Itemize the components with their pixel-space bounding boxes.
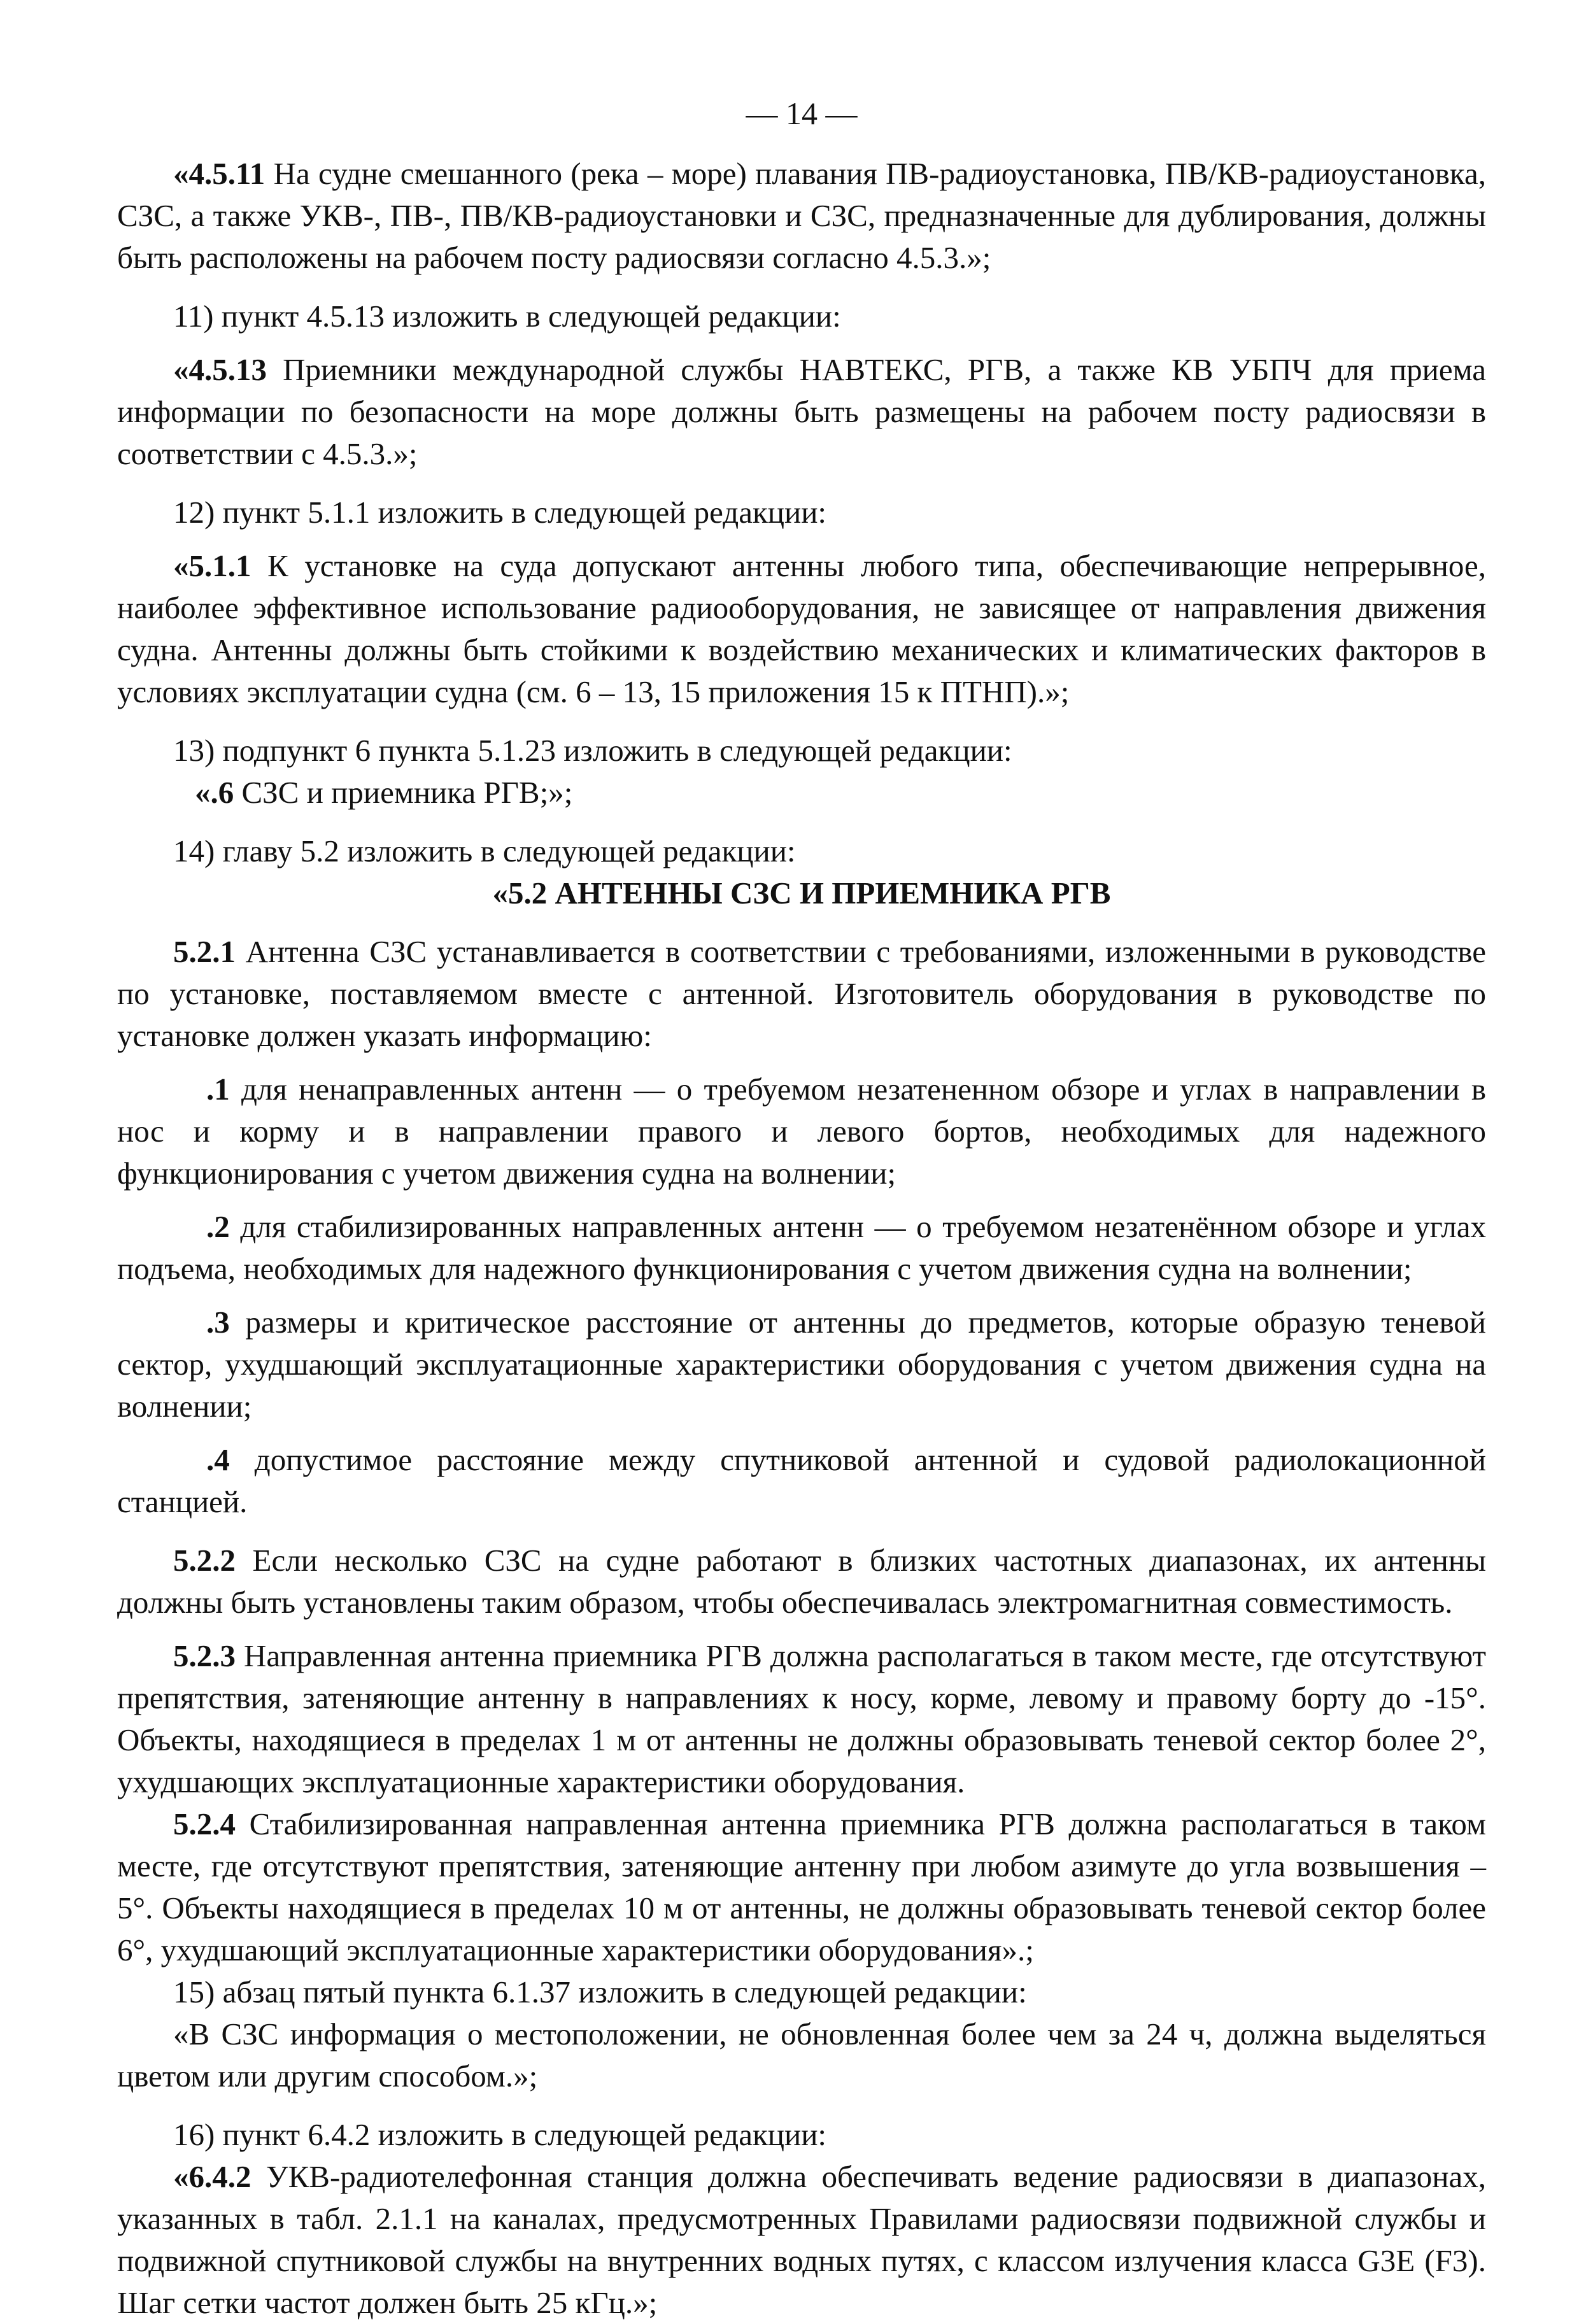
amendment-11 — [117, 295, 1486, 337]
item-number: .2 — [206, 1209, 230, 1244]
paragraph-5-1-1 — [117, 545, 1486, 713]
clause-number: «5.1.1 — [173, 548, 251, 583]
paragraph-5-2-1 — [117, 931, 1486, 1057]
amendment-14 — [117, 830, 1486, 872]
page-number: — 14 — — [746, 96, 858, 131]
clause-text: СЗС и приемника РГВ;»; — [234, 775, 573, 810]
clause-text: УКВ-радиотелефонная станция должна обеспечивать ведение радиосвязи в диапазонах, указанных в табл. 2.1.1 на каналах, предусмотренных Правилами радиосвязи подвижной службы и подвижной спутниковой службы на внутренних водных путях, с классом излучения класса G3E (F3). Шаг сетки частот должен быть 25 кГц.»; — [117, 2159, 1486, 2320]
section-heading-5-2: «5.2 АНТЕННЫ СЗС И ПРИЕМНИКА РГВ — [492, 875, 1111, 910]
paragraph-5-2-2 — [117, 1540, 1486, 1624]
clause-number: 5.2.2 — [173, 1543, 236, 1578]
clause-number: 5.2.3 — [173, 1638, 236, 1673]
amendment-15 — [117, 1971, 1486, 2013]
amendment-16 — [117, 2114, 1486, 2156]
clause-text: «В СЗС информация о местоположении, не обновленная более чем за 24 ч, должна выделяться цветом или другим способом.»; — [117, 2016, 1486, 2094]
item-text: допустимое расстояние между спутниковой антенной и судовой радиолокационной станцией. — [117, 1442, 1486, 1519]
item-number: .1 — [206, 1072, 230, 1107]
clause-text: Стабилизированная направленная антенна приемника РГВ должна располагаться в таком месте, где отсутствуют препятствия, затеняющие антенну при любом азимуте до угла возвышения –5°. Объекты находящиеся в пределах 10 м от антенны, не должны образовывать теневой сектор более 6°, ухудшающий эксплуатационные характеристики оборудования».; — [117, 1806, 1486, 1967]
subparagraph-6 — [117, 772, 1486, 814]
clause-text: 13) подпункт 6 пункта 5.1.23 изложить в следующей редакции: — [173, 733, 1012, 768]
paragraph-5-2-3 — [117, 1635, 1486, 1803]
clause-text: Направленная антенна приемника РГВ должна располагаться в таком месте, где отсутствуют препятствия, затеняющие антенну в направлениях к носу, корме, левому и правому борту до -15°. Объекты, находящиеся в пределах 1 м от антенны не должны образовывать теневой сектор более 2°, ухудшающих эксплуатационные характеристики оборудования. — [117, 1638, 1486, 1799]
item-text: для стабилизированных направленных антенн — о требуемом незатенённом обзоре и углах подъема, необходимых для надежного функционирования с учетом движения судна на волнении; — [117, 1209, 1486, 1286]
clause-number: «.6 — [195, 775, 234, 810]
clause-text: 15) абзац пятый пункта 6.1.37 изложить в следующей редакции: — [173, 1974, 1027, 2009]
clause-text: Приемники международной службы НАВТЕКС, РГВ, а также КВ УБПЧ для приема информации по безопасности на море должны быть размещены на рабочем посту радиосвязи в соответствии с 4.5.3.»; — [117, 352, 1486, 471]
document-page — [117, 0, 1486, 2320]
clause-number: «4.5.13 — [173, 352, 267, 387]
document-body — [117, 153, 1486, 2324]
list-item-2 — [117, 1206, 1486, 1290]
amendment-13 — [117, 730, 1486, 772]
paragraph-6-4-2 — [117, 2156, 1486, 2324]
clause-number: «6.4.2 — [173, 2159, 251, 2194]
clause-text: Если несколько СЗС на судне работают в близких частотных диапазонах, их антенны должны быть установлены таким образом, чтобы обеспечивалась электромагнитная совместимость. — [117, 1543, 1486, 1620]
paragraph-4-5-13 — [117, 349, 1486, 475]
clause-number: 5.2.4 — [173, 1806, 236, 1841]
clause-number: «4.5.11 — [173, 156, 266, 191]
clause-text: 12) пункт 5.1.1 изложить в следующей редакции: — [173, 495, 827, 530]
clause-text: К установке на суда допускают антенны любого типа, обеспечивающие непрерывное, наиболее эффективное использование радиооборудования, не зависящее от направления движения судна. Антенны должны быть стойкими к воздействию механических и климатических факторов в условиях эксплуатации судна (см. 6 – 13, 15 приложения 15 к ПТНП).»; — [117, 548, 1486, 709]
amendment-12 — [117, 492, 1486, 534]
list-item-1 — [117, 1068, 1486, 1194]
clause-number: 5.2.1 — [173, 934, 236, 969]
item-number: .4 — [206, 1442, 230, 1477]
paragraph-6-1-37-text — [117, 2013, 1486, 2097]
clause-text: 11) пункт 4.5.13 изложить в следующей редакции: — [173, 299, 841, 334]
item-text: размеры и критическое расстояние от антенны до предметов, которые образую теневой сектор, ухудшающий эксплуатационные характеристики оборудования с учетом движения судна на волнении; — [117, 1305, 1486, 1424]
item-number: .3 — [206, 1305, 230, 1340]
item-text: для ненаправленных антенн — о требуемом незатененном обзоре и углах в направлении в нос и корму и в направлении правого и левого бортов, необходимых для надежного функционирования с учетом движения судна на волнении; — [117, 1072, 1486, 1191]
paragraph-4-5-11 — [117, 153, 1486, 279]
clause-text: На судне смешанного (река – море) плавания ПВ-радиоустановка, ПВ/КВ-радиоустановка, СЗС, а также УКВ-, ПВ-, ПВ/КВ-радиоустановки и СЗС, предназначенные для дублирования, должны быть расположены на рабочем посту радиосвязи согласно 4.5.3.»; — [117, 156, 1486, 275]
paragraph-5-2-4 — [117, 1803, 1486, 1971]
list-item-3 — [117, 1301, 1486, 1428]
list-item-4 — [117, 1439, 1486, 1523]
clause-text: 16) пункт 6.4.2 изложить в следующей редакции: — [173, 2117, 827, 2152]
clause-text: 14) главу 5.2 изложить в следующей редакции: — [173, 833, 796, 868]
clause-text: Антенна СЗС устанавливается в соответствии с требованиями, изложенными в руководстве по установке, поставляемом вместе с антенной. Изготовитель оборудования в руководстве по установке должен указать информацию: — [117, 934, 1486, 1053]
